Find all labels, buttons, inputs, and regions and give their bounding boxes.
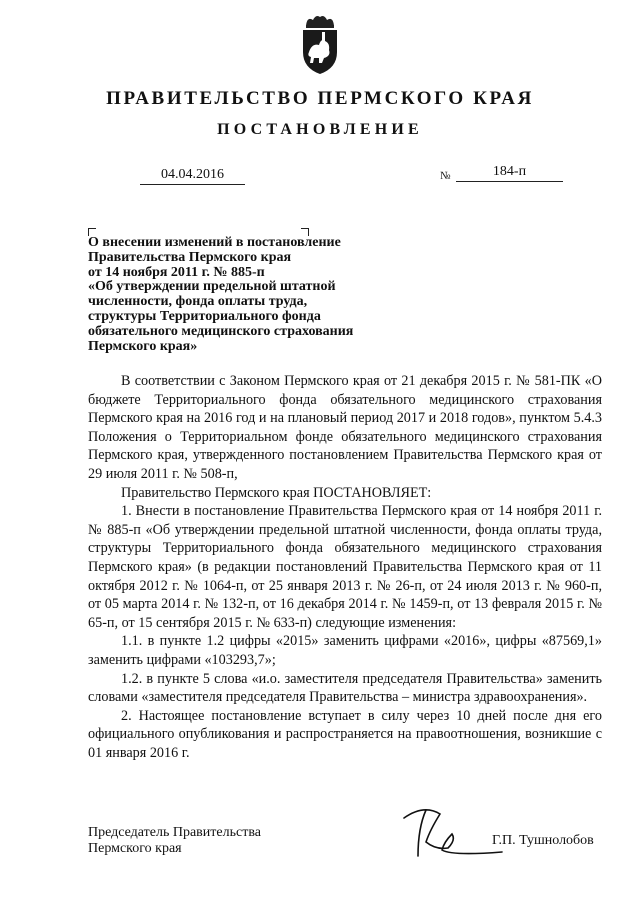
document-type-title: ПОСТАНОВЛЕНИЕ — [217, 121, 423, 138]
signatory-title — [88, 825, 261, 857]
document-number: 184-п — [456, 163, 563, 182]
paragraph-resolves: Правительство Пермского края ПОСТАНОВЛЯЕТ: — [121, 484, 432, 501]
handwritten-signature-icon — [396, 806, 504, 862]
subject-line: Пермского края» — [88, 338, 198, 354]
coat-of-arms-icon — [297, 12, 343, 76]
document-body — [88, 372, 602, 762]
paragraph-preamble: В соответствии с Законом Пермского края от 21 декабря 2015 г. № 581-ПК «О бюджете Территориального фонда обязательного медицинского страхования Пермского края на 2016 год и на плановый период 2017 и 2018 годов», пунктом 5.4.3 Положения о Территориальном фонде обязательного медицинского страхования Пермского края, утвержденного постановлением Правительства Пермского края от 29 июля 2011 г. № 508-п, — [88, 373, 602, 482]
document-subject — [88, 236, 388, 354]
document-date: 04.04.2016 — [140, 166, 245, 185]
subject-line: численности, фонда оплаты труда, — [88, 294, 308, 310]
subject-line: О внесении изменений в постановление — [88, 235, 341, 250]
signatory-name: Г.П. Тушнолобов — [492, 833, 594, 848]
subject-line: «Об утверждении предельной штатной — [88, 279, 336, 295]
paragraph-item-2: 2. Настоящее постановление вступает в силу через 10 дней после дня его официального опубликования и распространяется на правоотношения, возникшие с 01 января 2016 г. — [88, 707, 602, 761]
subject-line: от 14 ноября 2011 г. № 885-п — [88, 264, 265, 280]
organization-title: ПРАВИТЕЛЬСТВО ПЕРМСКОГО КРАЯ — [106, 88, 534, 109]
subject-line: обязательного медицинского страхования — [88, 323, 354, 339]
paragraph-item-1-1: 1.1. в пункте 1.2 цифры «2015» заменить цифрами «2016», цифры «87569,1» заменить цифрами «103293,7»; — [88, 633, 602, 668]
paragraph-item-1-2: 1.2. в пункте 5 слова «и.о. заместителя председателя Правительства» заменить словами «заместителя председателя Правительства – министра здравоохранения». — [88, 670, 602, 706]
paragraph-item-1: 1. Внести в постановление Правительства Пермского края от 14 ноября 2011 г. № 885-п «Об утверждении предельной штатной численности, фонда оплаты труда, структуры Территориального фонда обязательного медицинского страхования Пермского края» (в редакции постановлений Правительства Пермского края от 11 октября 2012 г. № 1064-п, от 25 января 2013 г. № 26-п, от 24 июля 2013 г. № 960-п, от 05 марта 2014 г. № 132-п, от 16 декабря 2014 г. № 1459-п, от 13 февраля 2015 г. № 65-п, от 15 сентября 2015 г. № 633-п) следующие изменения: — [88, 503, 602, 631]
subject-line: Правительства Пермского края — [88, 249, 292, 265]
number-sign: № — [440, 170, 451, 182]
subject-line: структуры Территориального фонда — [88, 308, 321, 324]
signatory-title-line: Председатель Правительства — [88, 825, 261, 840]
signatory-title-line: Пермского края — [88, 841, 182, 856]
